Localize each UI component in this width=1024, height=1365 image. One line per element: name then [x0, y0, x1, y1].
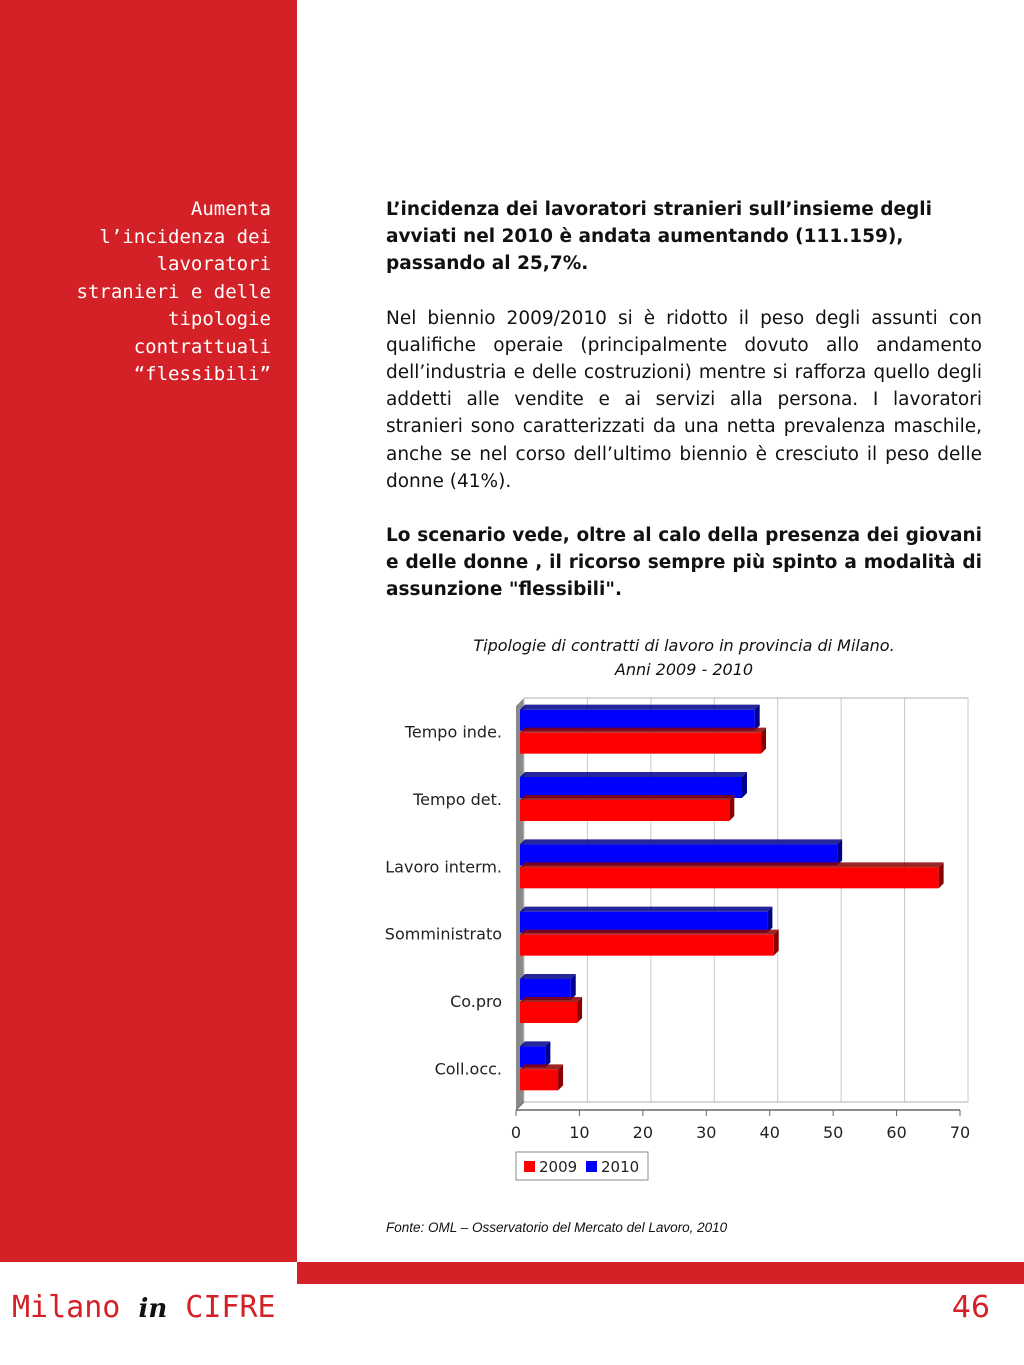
bar-top-face	[520, 974, 576, 979]
bar-2010-4	[520, 979, 571, 1000]
legend-swatch-2009	[524, 1161, 535, 1172]
sidebar-panel	[0, 0, 297, 1262]
page-number: 46	[951, 1290, 990, 1325]
bar-2010-2	[520, 844, 837, 865]
x-tick-label: 20	[632, 1123, 654, 1142]
x-tick-label: 0	[510, 1123, 522, 1142]
x-tick-label: 10	[569, 1123, 590, 1142]
bar-top-face	[520, 728, 766, 733]
source-note: Fonte: OML – Osservatorio del Mercato del Lavoro, 2010	[386, 1220, 728, 1235]
plot-area	[524, 698, 968, 1102]
bar-2009-0	[520, 733, 761, 754]
bar-top-face	[520, 930, 779, 935]
bar-chart	[370, 690, 990, 1190]
bar-2009-3	[520, 935, 774, 956]
legend-label-2009: 2009	[539, 1158, 578, 1176]
x-tick-label: 50	[822, 1123, 844, 1142]
category-label: Coll.occ.	[434, 1059, 502, 1079]
chart-caption-line2: Anni 2009 - 2010	[614, 660, 754, 679]
bar-top-face	[520, 907, 772, 912]
bar-2010-5	[520, 1046, 545, 1067]
bar-top-face	[520, 772, 747, 777]
legend-label-2010: 2010	[601, 1158, 640, 1176]
footer-brand	[12, 1290, 276, 1325]
bar-top-face	[520, 997, 582, 1002]
bar-top-face	[520, 839, 842, 844]
bar-2010-3	[520, 912, 767, 933]
body-paragraph: Nel biennio 2009/2010 si è ridotto il peso degli assunti con qualifiche operaie (principalmente dovuto allo andamento dell’industria e delle costruzioni) mentre si rafforza quello degli addetti alle vendite e ai servizi alla persona. I lavoratori stranieri sono caratterizzati da una netta prevalenza maschile, anche se nel corso dell’ultimo biennio è cresciuto il peso delle donne (41%).	[386, 307, 982, 492]
footer-brand-cifre: CIFRE	[167, 1290, 276, 1325]
footer-bar	[297, 1262, 1024, 1284]
bar-2009-5	[520, 1069, 558, 1090]
category-label: Somministrato	[384, 924, 502, 944]
bar-2009-2	[520, 867, 939, 888]
x-tick-label: 40	[759, 1123, 780, 1142]
sidebar-title: Aumenta l’incidenza dei lavoratori stranieri e delle tipologie contrattuali “flessibili”	[76, 198, 271, 385]
bar-2010-1	[520, 777, 742, 798]
category-label: Tempo inde.	[404, 722, 502, 742]
bar-top-face	[520, 795, 734, 800]
intro-paragraph: L’incidenza dei lavoratori stranieri sull’insieme degli avviati nel 2010 è andata aumentando (111.159), passando al 25,7%.	[386, 199, 932, 275]
bar-2009-1	[520, 800, 729, 821]
footer-brand-in: in	[138, 1294, 168, 1324]
bar-top-face	[520, 705, 760, 710]
x-tick-label: 30	[696, 1123, 717, 1142]
x-tick-label: 60	[886, 1123, 907, 1142]
chart-caption	[386, 634, 982, 682]
x-tick-label: 70	[949, 1123, 971, 1142]
bar-2010-0	[520, 710, 755, 731]
conclusion-paragraph: Lo scenario vede, oltre al calo della presenza dei giovani e delle donne , il ricorso sempre più spinto a modalità di assunzione "flessibili".	[386, 525, 982, 601]
legend-swatch-2010	[586, 1161, 597, 1172]
footer-brand-milano: Milano	[12, 1290, 139, 1325]
main-text	[386, 196, 982, 631]
chart-caption-line1: Tipologie di contratti di lavoro in provincia di Milano.	[473, 636, 895, 655]
category-label: Lavoro interm.	[385, 857, 502, 877]
bar-2009-4	[520, 1002, 577, 1023]
bar-chart-svg	[370, 690, 990, 1190]
category-label: Tempo det.	[413, 790, 502, 809]
bar-top-face	[520, 862, 944, 867]
bar-top-face	[520, 1064, 563, 1069]
bar-top-face	[520, 1041, 550, 1046]
category-label: Co.pro	[450, 992, 502, 1011]
